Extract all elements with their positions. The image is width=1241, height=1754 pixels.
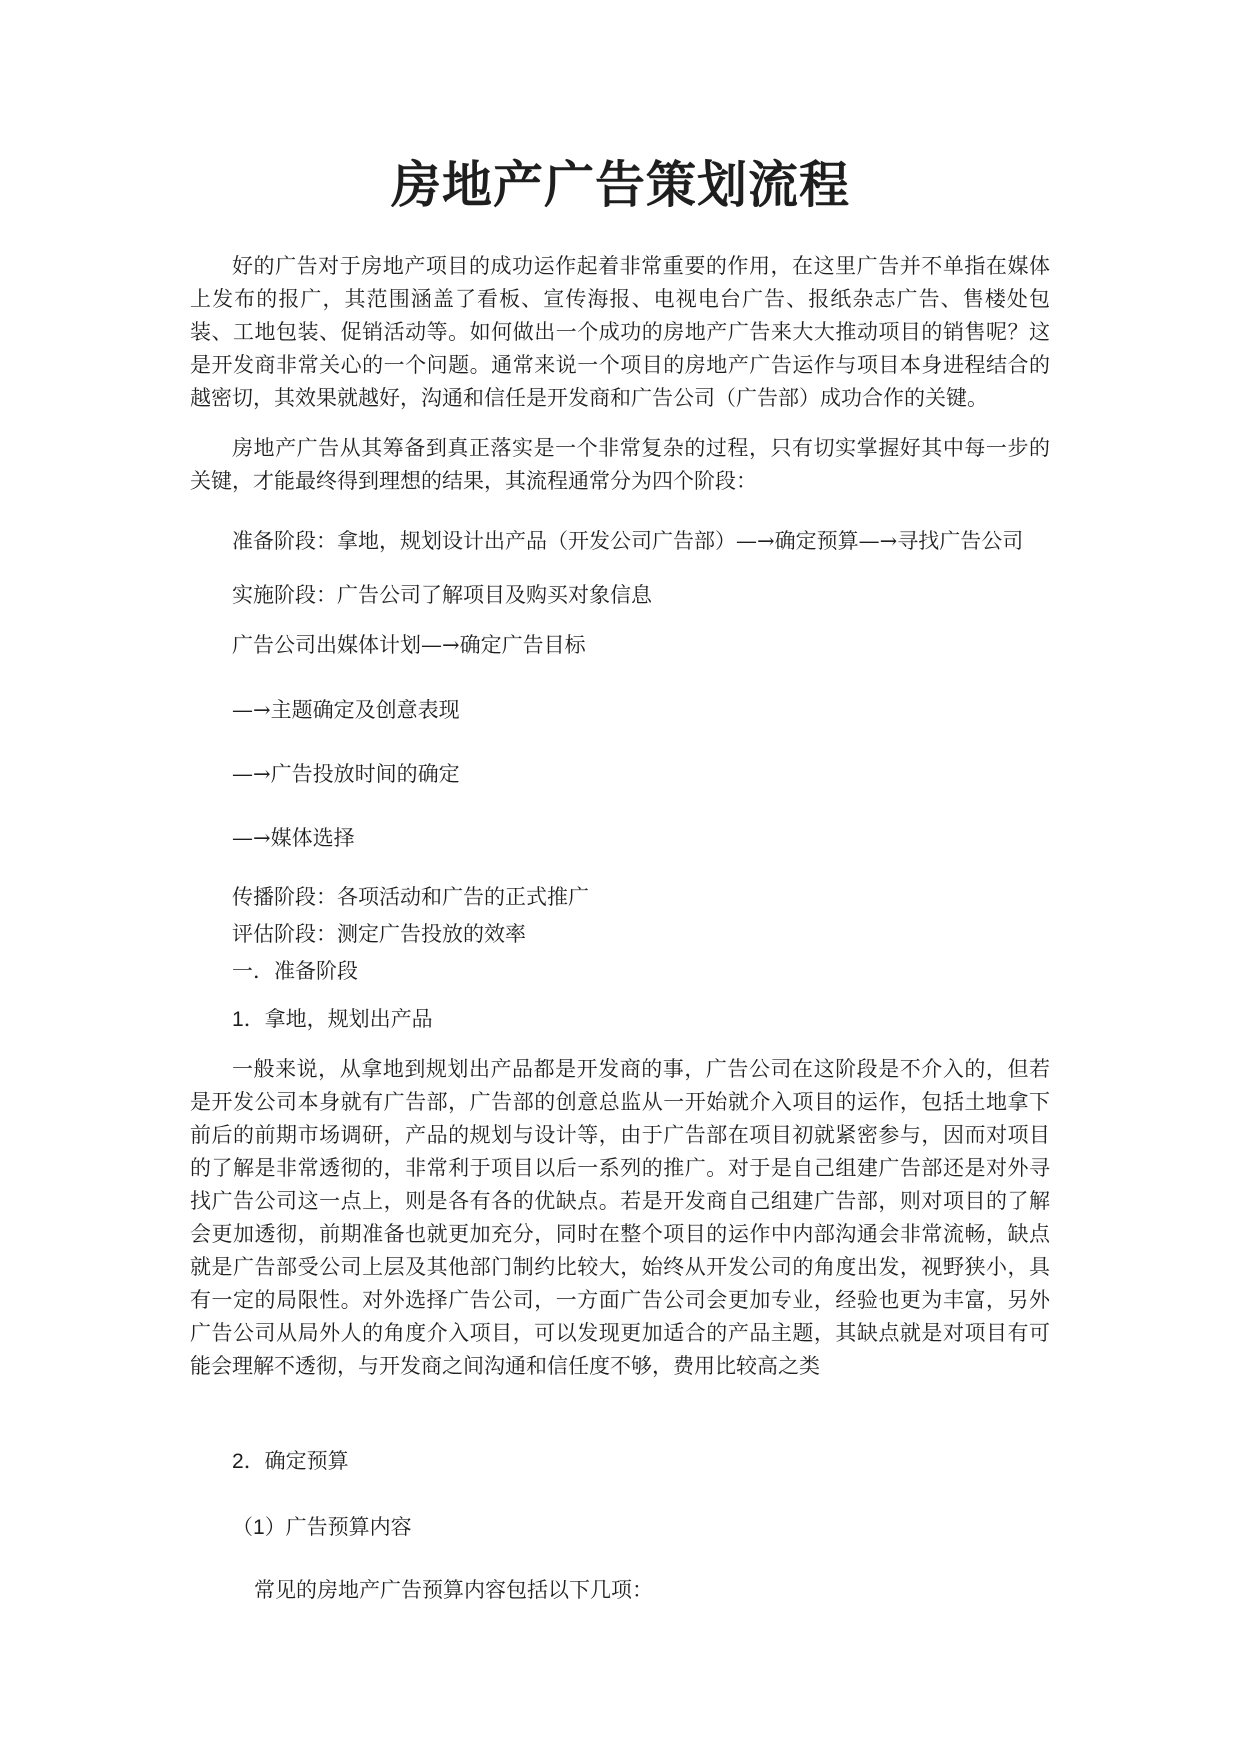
stage-prepare: 准备阶段：拿地，规划设计出产品（开发公司广告部）—→确定预算—→寻找广告公司 [232, 529, 1024, 553]
sub-2-1-title: ）广告预算内容 [264, 1515, 412, 1539]
intro-paragraph: 好的广告对于房地产项目的成功运作起着非常重要的作用，在这里广告并不单指在媒体上发布的报广，其范围涵盖了看板、宣传海报、电视电台广告、报纸杂志广告、售楼处包装、工地包装、促销活动等。如何做出一个成功的房地产广告来大大推动项目的销售呢？这是开发商非常关心的一个问题。通常来说一个项目的房地产广告运作与项目本身进程结合的越密切，其效果就越好，沟通和信任是开发商和广告公司（广告部）成功合作的关键。 [190, 254, 1050, 410]
sub-2-1-heading [232, 1512, 412, 1543]
stage-evaluate: 评估阶段：测定广告投放的效率 [232, 922, 526, 946]
process-paragraph: 房地产广告从其筹备到真正落实是一个非常复杂的过程，只有切实掌握好其中每一步的关键，才能最终得到理想的结果，其流程通常分为四个阶段： [190, 436, 1050, 493]
sub-2-1-body: 常见的房地产广告预算内容包括以下几项： [254, 1578, 653, 1602]
sub-1-heading [232, 1004, 433, 1035]
sub-2-number: 2 [232, 1450, 244, 1473]
implement-step-4: —→媒体选择 [232, 826, 355, 850]
stage-implement: 实施阶段：广告公司了解项目及购买对象信息 [232, 583, 652, 607]
implement-step-1: 广告公司出媒体计划—→确定广告目标 [232, 633, 586, 657]
sub-2-1-number: 1 [253, 1516, 265, 1539]
sub-1-title: ．拿地，规划出产品 [243, 1007, 433, 1031]
section-1-heading: 一．准备阶段 [232, 959, 358, 983]
sub-1-number: 1 [232, 1008, 244, 1031]
sub-2-title: ．确定预算 [243, 1449, 349, 1473]
sub-2-heading [232, 1446, 349, 1477]
document-title: 房地产广告策划流程 [391, 155, 850, 214]
sub-2-1-open: （ [232, 1515, 253, 1539]
implement-step-3: —→广告投放时间的确定 [232, 762, 460, 786]
implement-step-2: —→主题确定及创意表现 [232, 698, 460, 722]
sub-1-body: 一般来说，从拿地到规划出产品都是开发商的事，广告公司在这阶段是不介入的，但若是开发公司本身就有广告部，广告部的创意总监从一开始就介入项目的运作，包括土地拿下前后的前期市场调研，产品的规划与设计等，由于广告部在项目初就紧密参与，因而对项目的了解是非常透彻的，非常利于项目以后一系列的推广。对于是自己组建广告部还是对外寻找广告公司这一点上，则是各有各的优缺点。若是开发商自己组建广告部，则对项目的了解会更加透彻，前期准备也就更加充分，同时在整个项目的运作中内部沟通会非常流畅，缺点就是广告部受公司上层及其他部门制约比较大，始终从开发公司的角度出发，视野狭小，具有一定的局限性。对外选择广告公司，一方面广告公司会更加专业，经验也更为丰富，另外广告公司从局外人的角度介入项目，可以发现更加适合的产品主题，其缺点就是对项目有可能会理解不透彻，与开发商之间沟通和信任度不够，费用比较高之类 [190, 1057, 1050, 1378]
stage-spread: 传播阶段：各项活动和广告的正式推广 [232, 885, 589, 909]
